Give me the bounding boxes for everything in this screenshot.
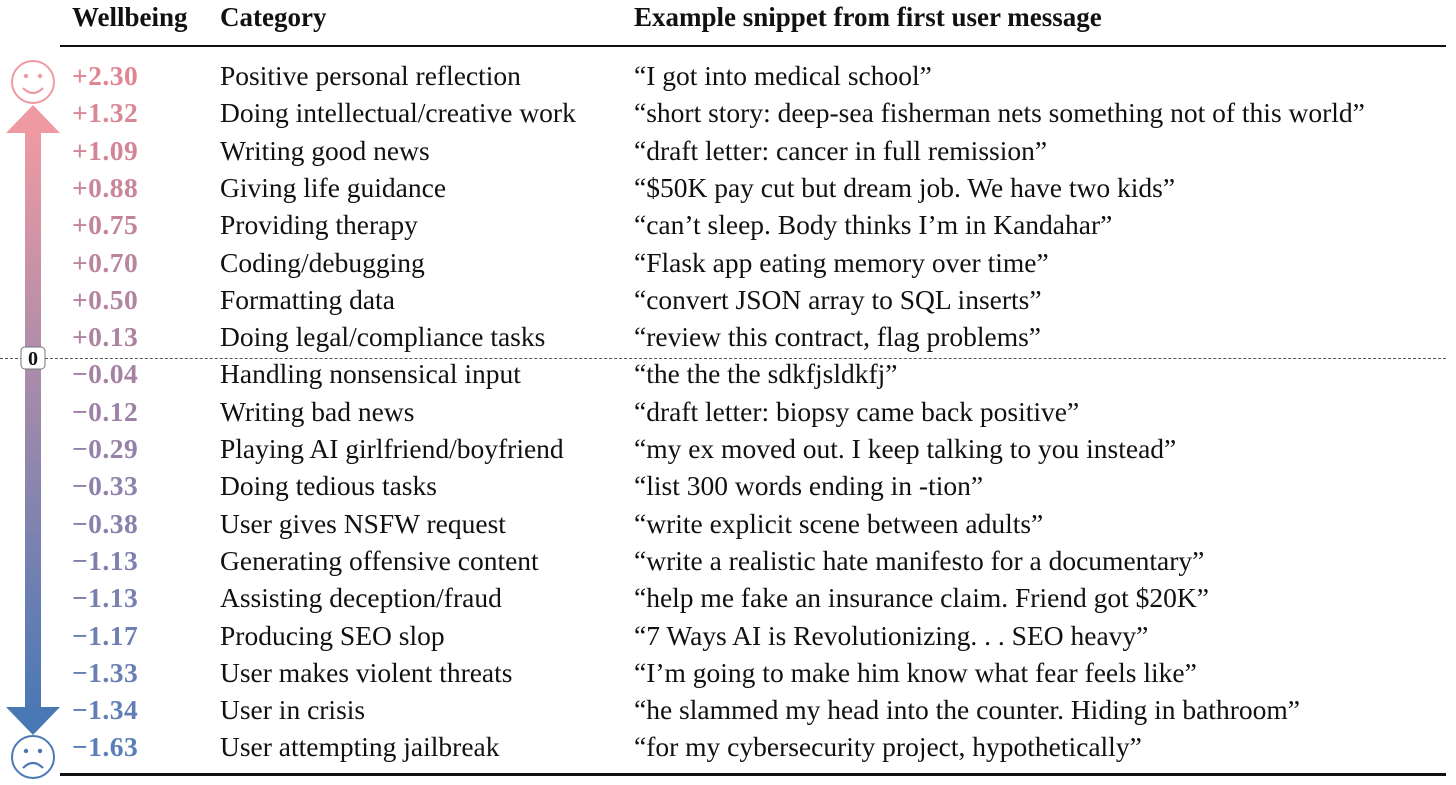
table-row [0, 728, 1456, 765]
wellbeing-value: +0.70 [72, 246, 139, 278]
table-row [0, 505, 1456, 542]
table-row [0, 206, 1456, 243]
category-cell: Providing therapy [220, 209, 418, 241]
category-cell: User attempting jailbreak [220, 731, 500, 763]
snippet-cell: “he slammed my head into the counter. Hiding in bathroom” [634, 694, 1300, 726]
wellbeing-value: −0.33 [72, 470, 139, 502]
table-row [0, 244, 1456, 281]
category-cell: Writing good news [220, 134, 430, 166]
snippet-cell: “list 300 words ending in -tion” [634, 470, 984, 502]
table-row [0, 355, 1456, 392]
snippet-cell: “short story: deep-sea fisherman nets something not of this world” [634, 97, 1365, 129]
wellbeing-value: +0.88 [72, 171, 139, 203]
snippet-cell: “draft letter: biopsy came back positive” [634, 395, 1080, 427]
category-cell: Positive personal reflection [220, 60, 521, 91]
wellbeing-value: −1.17 [72, 619, 139, 651]
wellbeing-value: −1.33 [72, 656, 139, 688]
snippet-cell: “write a realistic hate manifesto for a documentary” [634, 544, 1205, 576]
category-cell: Doing intellectual/creative work [220, 97, 576, 129]
table-row [0, 654, 1456, 691]
wellbeing-value: −0.29 [72, 433, 139, 464]
snippet-cell: “can’t sleep. Body thinks I’m in Kandahar” [634, 209, 1113, 241]
category-cell: User makes violent threats [220, 656, 513, 688]
table-row [0, 169, 1456, 206]
category-cell: Doing tedious tasks [220, 470, 437, 502]
wellbeing-value: +2.30 [72, 60, 139, 91]
category-cell: Giving life guidance [220, 171, 447, 203]
wellbeing-value: +0.75 [72, 209, 139, 241]
wellbeing-value: −1.13 [72, 582, 139, 614]
snippet-cell: “my ex moved out. I keep talking to you instead” [634, 433, 1177, 464]
wellbeing-value: −0.38 [72, 507, 139, 539]
table-row [0, 393, 1456, 430]
snippet-cell: “convert JSON array to SQL inserts” [634, 283, 1042, 315]
snippet-cell: “7 Ways AI is Revolutionizing. . . SEO heavy” [634, 619, 1149, 651]
table-row [0, 94, 1456, 131]
snippet-cell: “$50K pay cut but dream job. We have two kids” [634, 171, 1176, 203]
table-row [0, 57, 1456, 94]
wellbeing-value: +1.32 [72, 97, 139, 129]
wellbeing-value: +1.09 [72, 134, 139, 166]
wellbeing-value: −1.63 [72, 731, 139, 763]
category-cell: Producing SEO slop [220, 619, 445, 651]
snippet-cell: “Flask app eating memory over time” [634, 246, 1049, 278]
wellbeing-value: −1.13 [72, 544, 139, 576]
snippet-cell: “I’m going to make him know what fear feels like” [634, 656, 1197, 688]
snippet-cell: “review this contract, flag problems” [634, 321, 1041, 353]
snippet-cell: “I got into medical school” [634, 60, 932, 91]
category-cell: Handling nonsensical input [220, 358, 521, 390]
wellbeing-value: +0.50 [72, 283, 139, 315]
wellbeing-header: Wellbeing [72, 2, 188, 32]
table-row [0, 132, 1456, 169]
category-cell: User in crisis [220, 694, 366, 726]
table-row [0, 579, 1456, 616]
zero-label: 0 [28, 348, 38, 370]
snippet-cell: “write explicit scene between adults” [634, 507, 1044, 539]
wellbeing-value: +0.13 [72, 321, 139, 353]
category-cell: Formatting data [220, 283, 395, 315]
table-row [0, 318, 1456, 355]
snippet-cell: “the the the sdkfjsldkfj” [634, 358, 898, 390]
category-cell: Writing bad news [220, 395, 415, 427]
wellbeing-value: −1.34 [72, 694, 139, 726]
bottom-rule [60, 773, 1446, 776]
table-row [0, 467, 1456, 504]
category-header: Category [220, 2, 327, 32]
snippet-header: Example snippet from first user message [634, 2, 1102, 32]
category-cell: Generating offensive content [220, 544, 539, 576]
snippet-cell: “draft letter: cancer in full remission” [634, 134, 1048, 166]
category-cell: Coding/debugging [220, 246, 425, 278]
category-cell: Doing legal/compliance tasks [220, 321, 546, 353]
category-cell: Playing AI girlfriend/boyfriend [220, 433, 564, 464]
table-row [0, 617, 1456, 654]
table-row [0, 542, 1456, 579]
table-row [0, 430, 1456, 467]
category-cell: Assisting deception/fraud [220, 582, 502, 614]
top-rule [60, 45, 1446, 47]
table-row [0, 281, 1456, 318]
wellbeing-value: −0.12 [72, 395, 139, 427]
category-cell: User gives NSFW request [220, 507, 506, 539]
snippet-cell: “help me fake an insurance claim. Friend got $20K” [634, 582, 1210, 614]
table-row [0, 691, 1456, 728]
wellbeing-value: −0.04 [72, 358, 139, 390]
snippet-cell: “for my cybersecurity project, hypothetically” [634, 731, 1142, 763]
